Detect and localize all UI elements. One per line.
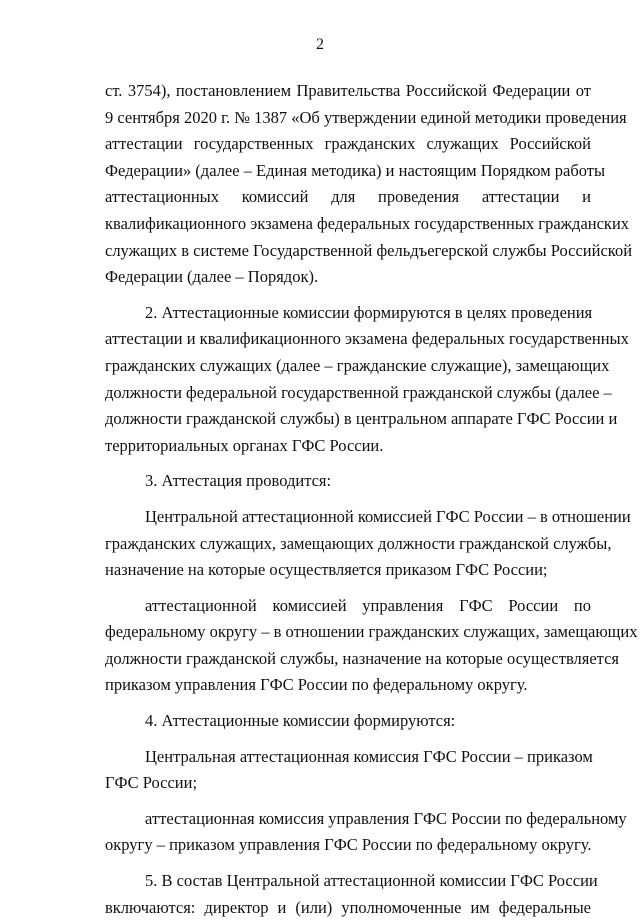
text-line: 5. В состав Центральной аттестационной комиссии ГФС России bbox=[145, 871, 598, 891]
page-number: 2 bbox=[316, 36, 324, 53]
text-line: территориальных органах ГФС России. bbox=[105, 435, 384, 455]
paragraph bbox=[105, 78, 633, 291]
text-line: гражданских служащих (далее – гражданские служащие), замещающих bbox=[105, 355, 610, 375]
paragraph bbox=[105, 708, 591, 735]
text-line: включаются: директор и (или) уполномоченные им федеральные bbox=[105, 897, 591, 917]
paragraph-gap bbox=[105, 459, 591, 468]
paragraph bbox=[105, 593, 638, 699]
text-line: аттестации и квалификационного экзамена федеральных государственных bbox=[105, 329, 629, 349]
text-line: округу – приказом управления ГФС России по федеральному округу. bbox=[105, 835, 592, 855]
text-line: 3. Аттестация проводится: bbox=[145, 471, 332, 491]
text-line: должности гражданской службы, назначение на которые осуществляется bbox=[105, 648, 619, 668]
text-line: ст. 3754), постановлением Правительства Российской Федерации от bbox=[105, 81, 591, 100]
text-line: квалификационного экзамена федеральных государственных гражданских bbox=[105, 213, 630, 233]
paragraph-gap bbox=[105, 291, 591, 300]
paragraph-gap bbox=[105, 699, 591, 708]
paragraph bbox=[105, 300, 629, 460]
text-line: аттестационная комиссия управления ГФС России по федеральному bbox=[145, 808, 627, 828]
text-line: должности федеральной государственной гражданской службы (далее – bbox=[105, 382, 612, 402]
text-line: Федерации» (далее – Единая методика) и настоящим Порядком работы bbox=[105, 160, 606, 180]
text-line: аттестации государственных гражданских служащих Российской bbox=[105, 134, 591, 154]
paragraph-gap bbox=[105, 495, 591, 504]
text-line: федеральному округу – в отношении гражданских служащих, замещающих bbox=[105, 622, 638, 642]
text-line: 9 сентября 2020 г. № 1387 «Об утверждении единой методики проведения bbox=[105, 107, 627, 127]
paragraph bbox=[105, 468, 591, 495]
text-line: назначение на которые осуществляется приказом ГФС России; bbox=[105, 560, 548, 580]
paragraph-gap bbox=[105, 735, 591, 744]
text-line: 2. Аттестационные комиссии формируются в целях проведения bbox=[145, 302, 593, 322]
paragraph bbox=[105, 744, 591, 797]
text-line: Федерации (далее – Порядок). bbox=[105, 267, 319, 287]
document-body bbox=[105, 78, 638, 921]
paragraph bbox=[105, 504, 631, 584]
text-line: Центральной аттестационной комиссией ГФС России – в отношении bbox=[145, 506, 631, 526]
paragraph bbox=[105, 868, 598, 921]
text-line: аттестационных комиссий для проведения аттестации и bbox=[105, 187, 591, 207]
text-line: должности гражданской службы) в центральном аппарате ГФС России и bbox=[105, 409, 618, 429]
paragraph-gap bbox=[105, 797, 591, 806]
text-line: гражданских служащих, замещающих должности гражданской службы, bbox=[105, 533, 612, 553]
paragraph-gap bbox=[105, 584, 591, 593]
text-line: аттестационной комиссией управления ГФС России по bbox=[145, 595, 591, 615]
paragraph-gap bbox=[105, 859, 591, 868]
text-line: 4. Аттестационные комиссии формируются: bbox=[145, 711, 456, 731]
text-line: приказом управления ГФС России по федеральному округу. bbox=[105, 675, 528, 695]
text-line: служащих в системе Государственной фельдъегерской службы Российской bbox=[105, 240, 633, 260]
text-line: ГФС России; bbox=[105, 773, 198, 793]
paragraph bbox=[105, 806, 627, 859]
text-line: Центральная аттестационная комиссия ГФС России – приказом bbox=[145, 746, 593, 766]
